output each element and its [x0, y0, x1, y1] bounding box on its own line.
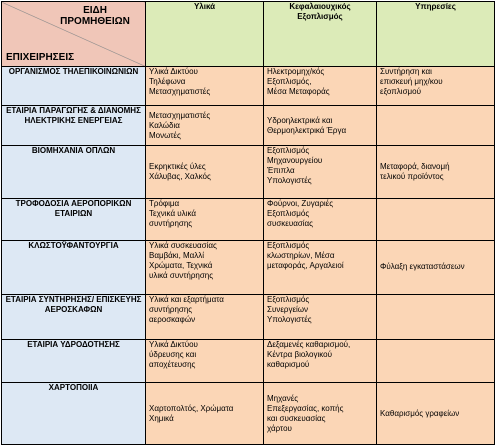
column-header-equipment: Κεφαλαιουχικός Εξοπλισμός — [264, 2, 377, 67]
equipment-cell — [264, 383, 377, 445]
column-header-services: Υπηρεσίες — [377, 2, 495, 67]
materials-cell — [146, 383, 264, 445]
cell-text-line: Επεξεργασίας, κοπής — [267, 403, 344, 413]
table-row — [2, 66, 495, 105]
cell-text-line: Έπιπλα — [267, 166, 295, 176]
cell-text-line: Φύλαξη εγκαταστάσεων — [380, 262, 465, 272]
cell-text-line: ύδρευσης και — [149, 350, 197, 359]
materials-cell — [146, 340, 264, 383]
cell-text-line: Κέντρα βιολογικού — [267, 350, 332, 359]
row-header-company: ΕΤΑΙΡΙΑ ΥΔΡΟΔΟΤΗΣΗΣ — [2, 340, 146, 383]
cell-text-line: Χημικά — [149, 413, 174, 423]
cell-text-line: Συνεργείων — [267, 304, 309, 314]
cell-text-line: καθαρισμού — [267, 360, 310, 369]
suppliers-table — [1, 1, 495, 445]
cell-text-line: συντήρησης — [149, 304, 193, 314]
cell-text-line: μεταφοράς, Αργαλειοί — [267, 261, 344, 271]
table-row — [2, 241, 495, 294]
cell-text-line: Εξοπλισμός — [267, 294, 310, 304]
cell-text-line: Εξοπλισμός — [267, 241, 310, 251]
table-row — [2, 383, 495, 445]
cell-text-line: και συσκευασίας — [267, 413, 326, 423]
corner-top-label: ΕΙΔΗ ΠΡΟΜΗΘΕΙΩΝ — [60, 5, 130, 27]
cell-text-line: τελικού προϊόντος — [380, 172, 444, 182]
row-header-company: ΧΑΡΤΟΠΟΙΙΑ — [2, 383, 146, 445]
cell-text-line: Μέσα Μεταφοράς — [267, 86, 330, 96]
materials-cell — [146, 294, 264, 339]
table-row — [2, 198, 495, 240]
cell-text-line: επισκευή μηχ/κου — [380, 76, 443, 86]
row-header-company: ΟΡΓΑΝΙΣΜΟΣ ΤΗΛΕΠΙΚΟΙΝΩΝΙΩΝ — [2, 66, 146, 105]
table-row — [2, 340, 495, 383]
cell-text-line: Μετασχηματιστές — [149, 86, 211, 96]
row-header-company: ΒΙΟΜΗΧΑΝΙΑ ΟΠΛΩΝ — [2, 146, 146, 198]
cell-text-line: Φούρνοι, Ζυγαριές — [267, 198, 334, 208]
services-cell — [377, 146, 495, 198]
services-cell — [377, 241, 495, 294]
column-header-materials: Υλικά — [146, 2, 264, 67]
cell-text-line: υλικά συντήρησης — [149, 271, 214, 281]
cell-text-line: Υδροηλεκτρικά και — [267, 115, 333, 125]
cell-text-line: κλωστηρίων, Μέσα — [267, 251, 335, 261]
cell-text-line: Χαρτοπολτός, Χρώματα — [149, 403, 234, 413]
cell-text-line: Τηλέφωνα — [149, 76, 186, 86]
cell-text-line: συντήρησης — [149, 218, 193, 228]
cell-text-line: Εκρηκτικές ύλες — [149, 162, 206, 172]
cell-text-line: Τεχνικά υλικά — [149, 208, 196, 218]
cell-text-line: αεροσκαφών — [149, 314, 196, 324]
equipment-cell — [264, 294, 377, 339]
row-header-company: ΚΛΩΣΤΟΫΦΑΝΤΟΥΡΓΙΑ — [2, 241, 146, 294]
cell-text-line: Μετασχηματιστές — [149, 110, 211, 120]
materials-cell — [146, 198, 264, 240]
cell-text-line: Χάλυβας, Χαλκός — [149, 172, 211, 182]
cell-text-line: Υλικά συσκευασίας — [149, 241, 217, 251]
table-row — [2, 146, 495, 198]
cell-text-line: Εξοπλισμός — [267, 208, 310, 218]
cell-text-line: Εξοπλισμός — [267, 146, 310, 156]
cell-text-line: Συντήρηση και — [380, 66, 432, 76]
services-cell — [377, 198, 495, 240]
cell-text-line: Μονωτές — [149, 130, 181, 140]
cell-text-line: Μεταφορά, διανομή — [380, 162, 450, 172]
materials-cell — [146, 66, 264, 105]
cell-text-line: Ηλεκτρομηχ/κός — [267, 66, 325, 76]
equipment-cell — [264, 241, 377, 294]
cell-text-line: Εξοπλισμός, — [267, 76, 312, 86]
equipment-cell — [264, 146, 377, 198]
cell-text-line: Χρώματα, Τεχνικά — [149, 261, 213, 271]
cell-text-line: χάρτου — [267, 423, 292, 433]
cell-text-line: Υλικά Δικτύου — [149, 340, 198, 349]
cell-text-line: Υλικά και εξαρτήματα — [149, 294, 224, 304]
cell-text-line: Μηχανές — [267, 393, 299, 403]
header-row — [2, 2, 495, 67]
services-cell — [377, 340, 495, 383]
table-row — [2, 105, 495, 145]
cell-text-line: συσκευασίας — [267, 218, 314, 228]
corner-bottom-label: ΕΠΙΧΕΙΡΗΣΕΙΣ — [6, 51, 75, 63]
services-cell — [377, 383, 495, 445]
cell-text-line: Υπολογιστές — [267, 176, 312, 186]
corner-header-cell — [2, 2, 146, 67]
materials-cell — [146, 146, 264, 198]
row-header-company: ΕΤΑΙΡΙΑ ΣΥΝΤΗΡΗΣΗΣ/ ΕΠΙΣΚΕΥΗΣ ΑΕΡΟΣΚΑΦΩΝ — [2, 294, 146, 339]
equipment-cell — [264, 105, 377, 145]
cell-text-line: εξοπλισμού — [380, 86, 421, 96]
equipment-cell — [264, 198, 377, 240]
services-cell — [377, 66, 495, 105]
cell-text-line: Θερμοηλεκτρικά Έργα — [267, 125, 347, 135]
equipment-cell — [264, 340, 377, 383]
cell-text-line: Καλώδια — [149, 120, 180, 130]
cell-text-line: Δεξαμενές καθαρισμού, — [267, 340, 351, 349]
equipment-cell — [264, 66, 377, 105]
row-header-company: ΕΤΑΙΡΙΑ ΠΑΡΑΓΩΓΗΣ & ΔΙΑΝΟΜΗΣ ΗΛΕΚΤΡΙΚΗΣ ΕΝΕΡΓΕΙΑΣ — [2, 105, 146, 145]
services-cell — [377, 105, 495, 145]
cell-text-line: Τρόφιμα — [149, 198, 180, 208]
cell-text-line: αποχέτευσης — [149, 360, 196, 369]
services-cell — [377, 294, 495, 339]
cell-text-line: Καθαρισμός γραφείων — [380, 408, 460, 418]
row-header-company: ΤΡΟΦΟΔΟΣΙΑ ΑΕΡΟΠΟΡΙΚΩΝ ΕΤΑΙΡΙΩΝ — [2, 198, 146, 240]
cell-text-line: Υπολογιστές — [267, 314, 312, 324]
cell-text-line: Βαμβάκι, Μαλλί — [149, 251, 205, 261]
table-row — [2, 294, 495, 339]
materials-cell — [146, 241, 264, 294]
cell-text-line: Μηχανουργείου — [267, 156, 323, 166]
cell-text-line: Υλικά Δικτύου — [149, 66, 198, 76]
materials-cell — [146, 105, 264, 145]
